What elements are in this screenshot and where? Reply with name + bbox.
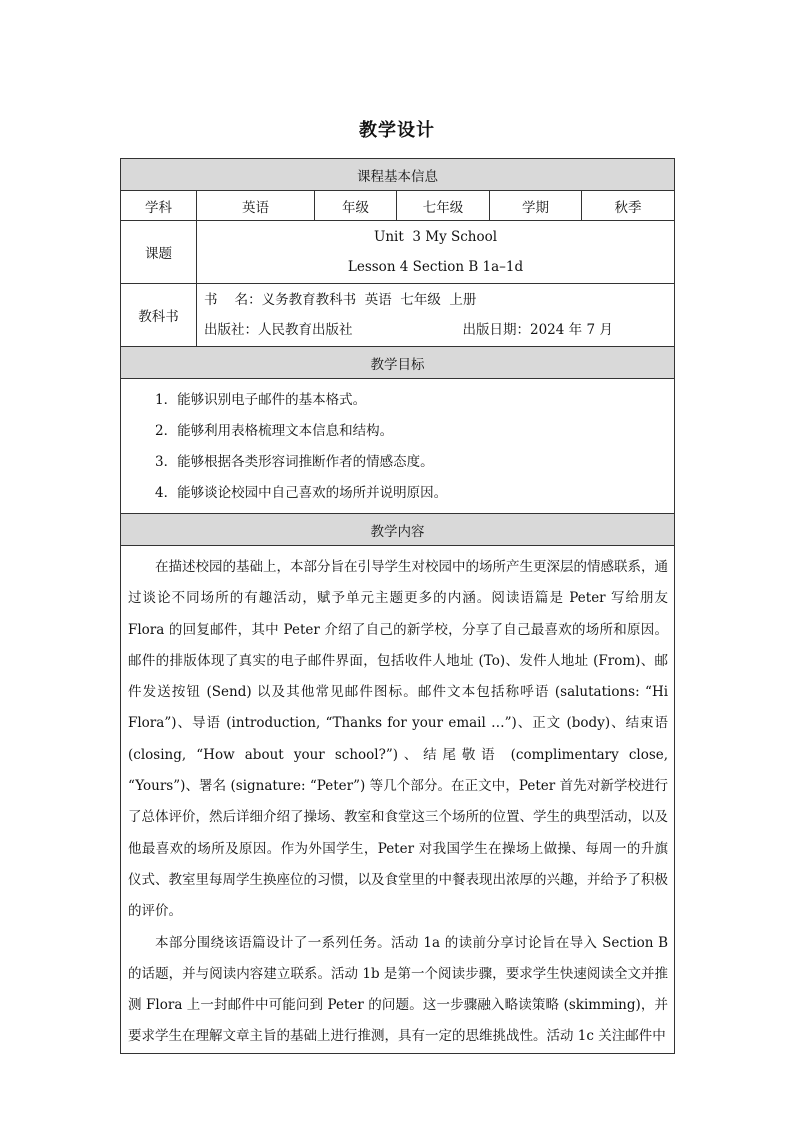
topic-lesson: Lesson 4 Section B 1a–1d xyxy=(347,259,524,275)
topic-value xyxy=(197,221,675,284)
publish-date: 出版日期：2024 年 7 月 xyxy=(462,322,613,338)
grade-label: 年级 xyxy=(315,191,397,221)
goal-item: 1．能够识别电子邮件的基本格式。 xyxy=(155,392,367,408)
basic-info-header: 课程基本信息 xyxy=(121,159,675,191)
content-paragraph: 本部分围绕该语篇设计了一系列任务。活动 1a 的读前分享讨论旨在导入 Section B 的话题，并与阅读内容建立联系。活动 1b 是第一个阅读步骤，要求学生快速阅读全文并推测 Flora 上一封邮件中可能问到 Peter 的问题。这一步骤融入略读策略 (skimming)，并要求学生在理解文章主旨的基础上进行推测，具有一定的思维挑战性。活动 1c 关注邮件中 xyxy=(128,934,669,1045)
goals-header: 教学目标 xyxy=(121,347,675,379)
topic-unit: Unit 3 My School xyxy=(373,229,498,245)
publisher: 出版社：人民教育出版社 xyxy=(204,322,353,338)
content-paragraph: 在描述校园的基础上，本部分旨在引导学生对校园中的场所产生更深层的情感联系，通过谈论不同场所的有趣活动，赋予单元主题更多的内涵。阅读语篇是 Peter 写给朋友 Flora 的回复邮件，其中 Peter 介绍了自己的新学校，分享了自己最喜欢的场所和原因。邮件的排版体现了真实的电子邮件界面，包括收件人地址 (To)、发件人地址 (From)、邮件发送按钮 (Send) 以及其他常见邮件图标。邮件文本包括称呼语 (salutations: “Hi Flora”)、导语 (introduction, “Thanks for your email …”)、正文 (body)、结束语 (closing, “How about your school?”)、结尾敬语 (complimentary close, “Yours”)、署名 (signature: “Peter”) 等几个部分。在正文中，Peter 首先对新学校进行了总体评价，然后详细介绍了操场、教室和食堂这三个场所的位置、学生的典型活动，以及他最喜欢的场所及原因。作为外国学生，Peter 对我国学生在操场上做操、每周一的升旗仪式、教室里每周学生换座位的习惯，以及食堂里的中餐表现出浓厚的兴趣，并给予了积极的评价。 xyxy=(128,559,669,920)
goal-item: 3．能够根据各类形容词推断作者的情感态度。 xyxy=(155,454,434,470)
book-name: 书 名：义务教育教科书 英语 七年级 上册 xyxy=(204,292,477,308)
grade-value: 七年级 xyxy=(397,191,490,221)
subject-value: 英语 xyxy=(197,191,315,221)
content-body xyxy=(121,546,675,1054)
topic-label: 课题 xyxy=(121,221,197,284)
goal-item: 2．能够利用表格梳理文本信息和结构。 xyxy=(155,423,394,439)
page-title: 教学设计 xyxy=(359,120,435,141)
term-value: 秋季 xyxy=(582,191,675,221)
subject-label: 学科 xyxy=(121,191,197,221)
textbook-info xyxy=(197,284,675,347)
goals-list xyxy=(121,379,675,514)
publisher-line xyxy=(204,315,674,345)
content-header: 教学内容 xyxy=(121,514,675,546)
goal-item: 4．能够谈论校园中自己喜欢的场所并说明原因。 xyxy=(155,485,448,501)
textbook-label: 教科书 xyxy=(121,284,197,347)
lesson-plan-table xyxy=(120,158,675,1054)
term-label: 学期 xyxy=(490,191,582,221)
